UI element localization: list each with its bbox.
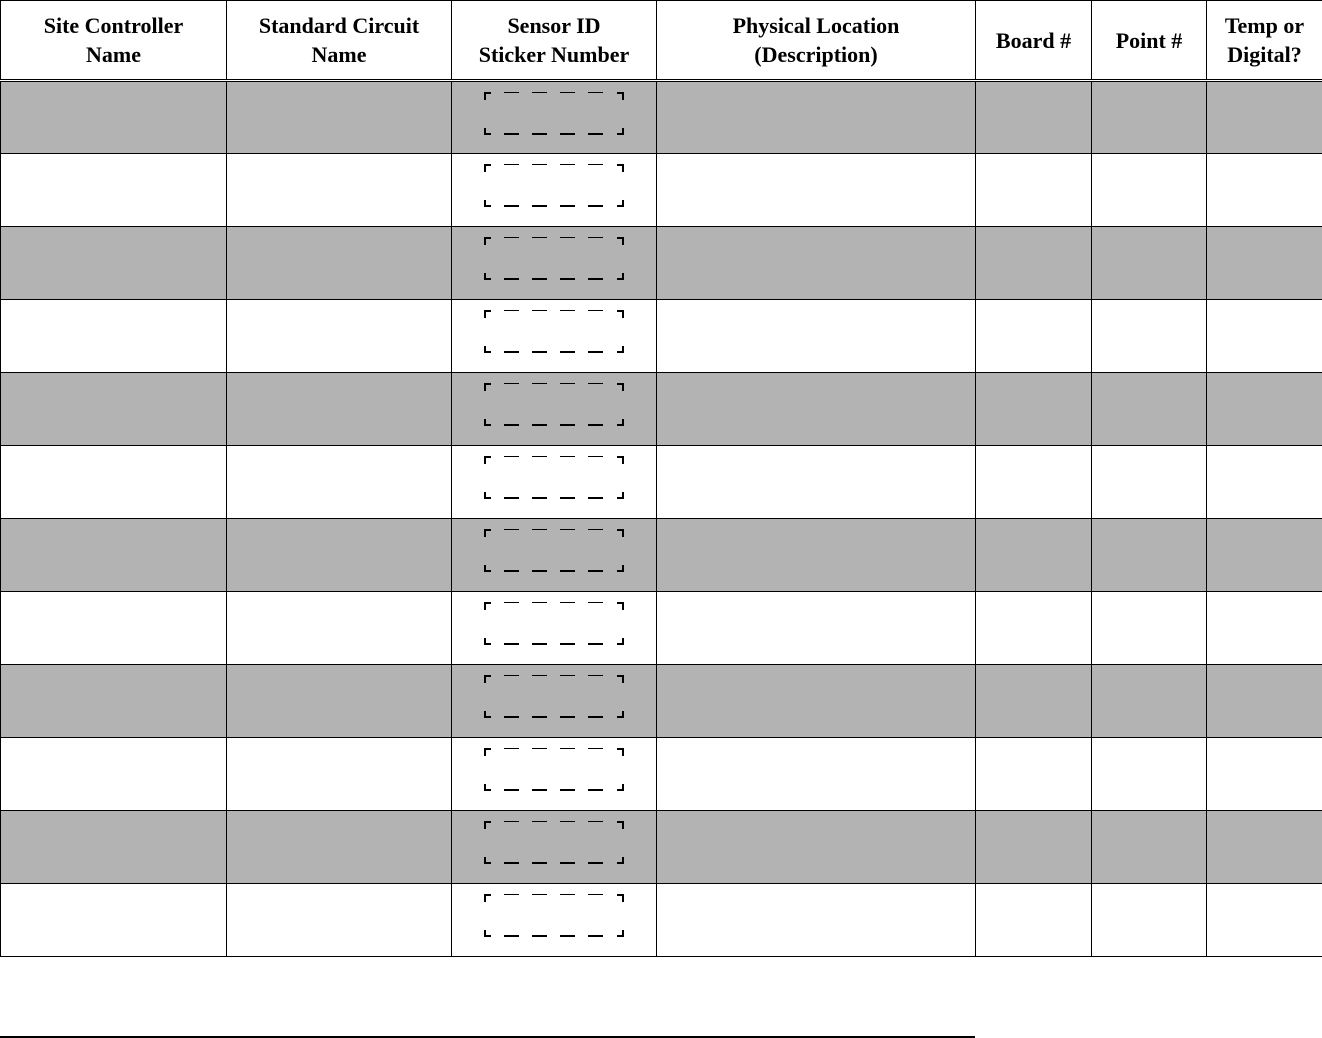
header-line: Site Controller <box>43 13 184 38</box>
cell-sensor-id[interactable] <box>452 519 657 592</box>
header-line: Sticker Number <box>478 42 630 67</box>
cell-sensor-id[interactable] <box>452 373 657 446</box>
cell-circuit[interactable] <box>227 154 452 227</box>
cell-location[interactable] <box>657 519 976 592</box>
cell-site-controller[interactable] <box>1 81 227 154</box>
header-site-controller-name <box>1 1 227 81</box>
cell-board[interactable] <box>976 592 1092 665</box>
cell-temp-digital[interactable] <box>1207 519 1322 592</box>
cell-temp-digital[interactable] <box>1207 227 1322 300</box>
cell-board[interactable] <box>976 884 1092 957</box>
cell-point[interactable] <box>1092 884 1207 957</box>
cell-location[interactable] <box>657 665 976 738</box>
cell-point[interactable] <box>1092 738 1207 811</box>
header-board-number <box>976 1 1092 81</box>
header-line: Physical Location <box>732 13 900 38</box>
table-row <box>1 446 1322 519</box>
table-body <box>1 81 1322 957</box>
cell-board[interactable] <box>976 738 1092 811</box>
cell-board[interactable] <box>976 154 1092 227</box>
table-row <box>1 592 1322 665</box>
cell-circuit[interactable] <box>227 227 452 300</box>
cell-board[interactable] <box>976 373 1092 446</box>
cell-temp-digital[interactable] <box>1207 446 1322 519</box>
cell-sensor-id[interactable] <box>452 811 657 884</box>
cell-location[interactable] <box>657 154 976 227</box>
cell-site-controller[interactable] <box>1 154 227 227</box>
cell-circuit[interactable] <box>227 81 452 154</box>
cell-sensor-id[interactable] <box>452 446 657 519</box>
cell-location[interactable] <box>657 446 976 519</box>
cell-point[interactable] <box>1092 154 1207 227</box>
cell-location[interactable] <box>657 738 976 811</box>
cell-site-controller[interactable] <box>1 373 227 446</box>
table-row <box>1 811 1322 884</box>
cell-circuit[interactable] <box>227 665 452 738</box>
cell-circuit[interactable] <box>227 811 452 884</box>
table-row <box>1 154 1322 227</box>
cell-site-controller[interactable] <box>1 519 227 592</box>
cell-point[interactable] <box>1092 811 1207 884</box>
cell-circuit[interactable] <box>227 446 452 519</box>
cell-circuit[interactable] <box>227 884 452 957</box>
cell-temp-digital[interactable] <box>1207 592 1322 665</box>
table-row <box>1 738 1322 811</box>
cell-board[interactable] <box>976 519 1092 592</box>
header-line: Name <box>311 42 367 67</box>
cell-location[interactable] <box>657 811 976 884</box>
table-row <box>1 81 1322 154</box>
cell-location[interactable] <box>657 227 976 300</box>
cell-site-controller[interactable] <box>1 592 227 665</box>
table-row <box>1 300 1322 373</box>
header-point-number <box>1092 1 1207 81</box>
cell-location[interactable] <box>657 300 976 373</box>
cell-temp-digital[interactable] <box>1207 811 1322 884</box>
cell-site-controller[interactable] <box>1 811 227 884</box>
cell-point[interactable] <box>1092 519 1207 592</box>
cell-temp-digital[interactable] <box>1207 665 1322 738</box>
cell-site-controller[interactable] <box>1 446 227 519</box>
header-line: Temp or <box>1224 13 1305 38</box>
header-standard-circuit-name <box>227 1 452 81</box>
header-line: Board # <box>995 27 1072 53</box>
cell-circuit[interactable] <box>227 373 452 446</box>
cell-site-controller[interactable] <box>1 884 227 957</box>
cell-point[interactable] <box>1092 446 1207 519</box>
cell-board[interactable] <box>976 665 1092 738</box>
cell-board[interactable] <box>976 446 1092 519</box>
cell-location[interactable] <box>657 81 976 154</box>
cell-point[interactable] <box>1092 300 1207 373</box>
cell-point[interactable] <box>1092 81 1207 154</box>
cell-temp-digital[interactable] <box>1207 300 1322 373</box>
table-row <box>1 227 1322 300</box>
header-line: (Description) <box>754 42 878 67</box>
cell-location[interactable] <box>657 884 976 957</box>
cell-board[interactable] <box>976 300 1092 373</box>
cell-sensor-id[interactable] <box>452 81 657 154</box>
cell-point[interactable] <box>1092 592 1207 665</box>
cell-site-controller[interactable] <box>1 300 227 373</box>
cell-sensor-id[interactable] <box>452 592 657 665</box>
cell-point[interactable] <box>1092 227 1207 300</box>
header-line: Standard Circuit <box>258 13 420 38</box>
cell-location[interactable] <box>657 592 976 665</box>
table-row <box>1 519 1322 592</box>
header-line: Name <box>86 42 141 67</box>
cell-circuit[interactable] <box>227 738 452 811</box>
cell-board[interactable] <box>976 811 1092 884</box>
cell-sensor-id[interactable] <box>452 227 657 300</box>
cell-sensor-id[interactable] <box>452 884 657 957</box>
cell-temp-digital[interactable] <box>1207 884 1322 957</box>
table-row <box>1 373 1322 446</box>
cell-sensor-id[interactable] <box>452 300 657 373</box>
header-line: Point # <box>1115 27 1183 53</box>
cell-temp-digital[interactable] <box>1207 81 1322 154</box>
table-row <box>1 665 1322 738</box>
cell-point[interactable] <box>1092 665 1207 738</box>
header-row <box>1 1 1322 81</box>
header-physical-location <box>657 1 976 81</box>
table-row <box>1 884 1322 957</box>
cell-location[interactable] <box>657 373 976 446</box>
header-temp-or-digital <box>1207 1 1322 81</box>
cell-board[interactable] <box>976 81 1092 154</box>
cell-circuit[interactable] <box>227 300 452 373</box>
cell-sensor-id[interactable] <box>452 154 657 227</box>
header-sensor-id-sticker-number <box>452 1 657 81</box>
cell-site-controller[interactable] <box>1 665 227 738</box>
cell-circuit[interactable] <box>227 592 452 665</box>
cell-site-controller[interactable] <box>1 738 227 811</box>
cell-temp-digital[interactable] <box>1207 154 1322 227</box>
cell-board[interactable] <box>976 227 1092 300</box>
cell-site-controller[interactable] <box>1 227 227 300</box>
cell-circuit[interactable] <box>227 519 452 592</box>
cell-temp-digital[interactable] <box>1207 738 1322 811</box>
header-line: Sensor ID <box>507 13 601 38</box>
header-line: Digital? <box>1227 42 1302 67</box>
cell-sensor-id[interactable] <box>452 738 657 811</box>
cell-sensor-id[interactable] <box>452 665 657 738</box>
cell-temp-digital[interactable] <box>1207 373 1322 446</box>
cell-point[interactable] <box>1092 373 1207 446</box>
